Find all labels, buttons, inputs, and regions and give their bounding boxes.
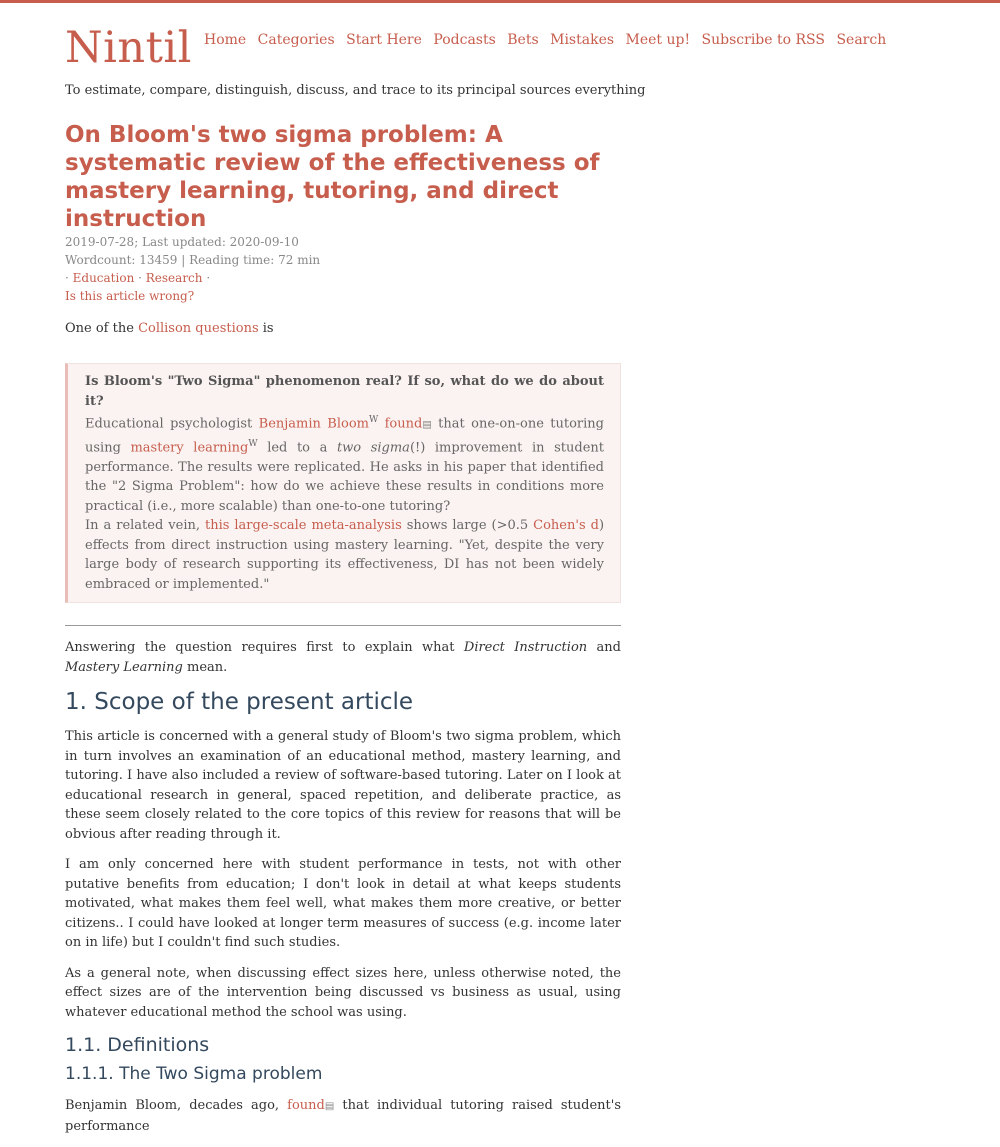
intro-paragraph bbox=[65, 319, 621, 339]
article-dates: 2019-07-28; Last updated: 2020-09-10 bbox=[65, 235, 299, 249]
nav-search[interactable]: Search bbox=[836, 32, 887, 48]
body-text: and bbox=[587, 640, 621, 656]
tag-education[interactable]: Education bbox=[72, 271, 135, 285]
body-text: Answering the question requires first to explain what bbox=[65, 640, 464, 656]
nav-podcasts[interactable]: Podcasts bbox=[433, 32, 496, 48]
heading-definitions: 1.1. Definitions bbox=[65, 1034, 210, 1057]
collison-quote bbox=[65, 363, 621, 603]
quote-emphasis: two sigma bbox=[336, 440, 410, 456]
intro-text: One of the bbox=[65, 321, 139, 336]
quote-text: Educational psychologist bbox=[85, 416, 259, 432]
nav-meet-up[interactable]: Meet up! bbox=[625, 32, 691, 48]
article bbox=[65, 121, 621, 1147]
meta-analysis-link[interactable]: this large-scale meta-analysis bbox=[204, 518, 402, 534]
nav-rss[interactable]: Subscribe to RSS bbox=[701, 32, 825, 48]
scope-paragraph-1: This article is concerned with a general study of Bloom's two sigma problem, which in turn involves an examination of an educational method, mastery learning, and tutoring. I have also included a review of software-based tutoring. Later on I look at educational research in general, spaced repetition, and deliberate practice, as these seem closely related to the core topics of this review for reasons that will be obvious after reading through it. bbox=[65, 729, 621, 842]
benjamin-bloom-link[interactable]: Benjamin Bloom bbox=[258, 416, 369, 432]
found-link-2[interactable]: found bbox=[287, 1098, 325, 1114]
intro-text-end: is bbox=[258, 321, 274, 336]
nav-mistakes[interactable]: Mistakes bbox=[550, 32, 615, 48]
pdf-file-icon: ▤ bbox=[324, 1101, 335, 1113]
answer-paragraph bbox=[65, 638, 621, 677]
site-tagline: To estimate, compare, distinguish, discuss, and trace to its principal sources everything bbox=[65, 83, 646, 98]
tag-research[interactable]: Research bbox=[145, 271, 203, 285]
divider bbox=[65, 625, 621, 626]
two-sigma-paragraph bbox=[65, 1096, 621, 1136]
article-tags: · Education · Research · bbox=[65, 271, 211, 285]
nav-bets[interactable]: Bets bbox=[507, 32, 539, 48]
quote-text: led to a bbox=[257, 440, 337, 456]
quote-question: Is Bloom's "Two Sigma" phenomenon real? If so, what do we do about it? bbox=[85, 374, 604, 409]
nav-home[interactable]: Home bbox=[204, 32, 247, 48]
heading-scope: 1. Scope of the present article bbox=[65, 689, 414, 716]
found-link[interactable]: found bbox=[384, 416, 423, 432]
nav-start-here[interactable]: Start Here bbox=[346, 32, 422, 48]
quote-text: that one-on-one tutoring using bbox=[85, 416, 604, 456]
wikipedia-icon: W bbox=[248, 438, 258, 449]
term-mastery-learning: Mastery Learning bbox=[65, 659, 183, 675]
body-text: mean. bbox=[182, 659, 228, 675]
scope-paragraph-2: I am only concerned here with student performance in tests, not with other putative benefits from education; I don't look in detail at what keeps students motivated, what makes them feel well, what makes them more creative, or better citizens.. I could have looked at longer term measures of success (e.g. income later on in life) but I couldn't find such studies. bbox=[65, 857, 621, 951]
quote-paragraph-1 bbox=[85, 411, 604, 516]
mastery-learning-link[interactable]: mastery learning bbox=[130, 440, 249, 456]
quote-text: ) effects from direct instruction using mastery learning. "Yet, despite the very large body of research supporting its effectiveness, DI has not been widely embraced or implemented." bbox=[85, 518, 605, 592]
article-wrong-link[interactable]: Is this article wrong? bbox=[65, 289, 195, 303]
body-text: Benjamin Bloom, decades ago, bbox=[65, 1098, 288, 1114]
article-wordcount: Wordcount: 13459 | Reading time: 72 min bbox=[65, 253, 321, 267]
collison-questions-link[interactable]: Collison questions bbox=[138, 321, 259, 336]
pdf-file-icon: ▤ bbox=[422, 419, 432, 431]
quote-text: shows large (>0.5 bbox=[401, 518, 534, 534]
main-nav bbox=[204, 32, 893, 48]
wikipedia-icon: W bbox=[368, 415, 379, 425]
quote-text: In a related vein, bbox=[85, 518, 205, 534]
heading-two-sigma-problem: 1.1.1. The Two Sigma problem bbox=[65, 1064, 323, 1085]
page bbox=[0, 3, 1000, 1134]
term-direct-instruction: Direct Instruction bbox=[463, 640, 588, 656]
site-logo[interactable]: Nintil bbox=[65, 23, 192, 73]
article-title: On Bloom's two sigma problem: A systematic review of the effectiveness of mastery learning, tutoring, and direct instruction bbox=[65, 122, 600, 232]
scope-paragraph-3: As a general note, when discussing effect sizes here, unless otherwise noted, the effect sizes are of the intervention being discussed vs business as usual, using whatever educational method the school was using. bbox=[65, 965, 621, 1020]
body-text: that individual tutoring raised student's performance bbox=[65, 1098, 622, 1134]
quote-text: (!) improvement in student performance. The results were replicated. He asks in his paper that identified the "2 Sigma Problem": how do we achieve these results in conditions more practical (i.e., more scalable) than one-to-one tutoring? bbox=[85, 440, 604, 514]
cohens-d-link[interactable]: Cohen's d bbox=[533, 518, 599, 534]
nav-categories[interactable]: Categories bbox=[257, 32, 335, 48]
quote-paragraph-2 bbox=[85, 516, 604, 594]
